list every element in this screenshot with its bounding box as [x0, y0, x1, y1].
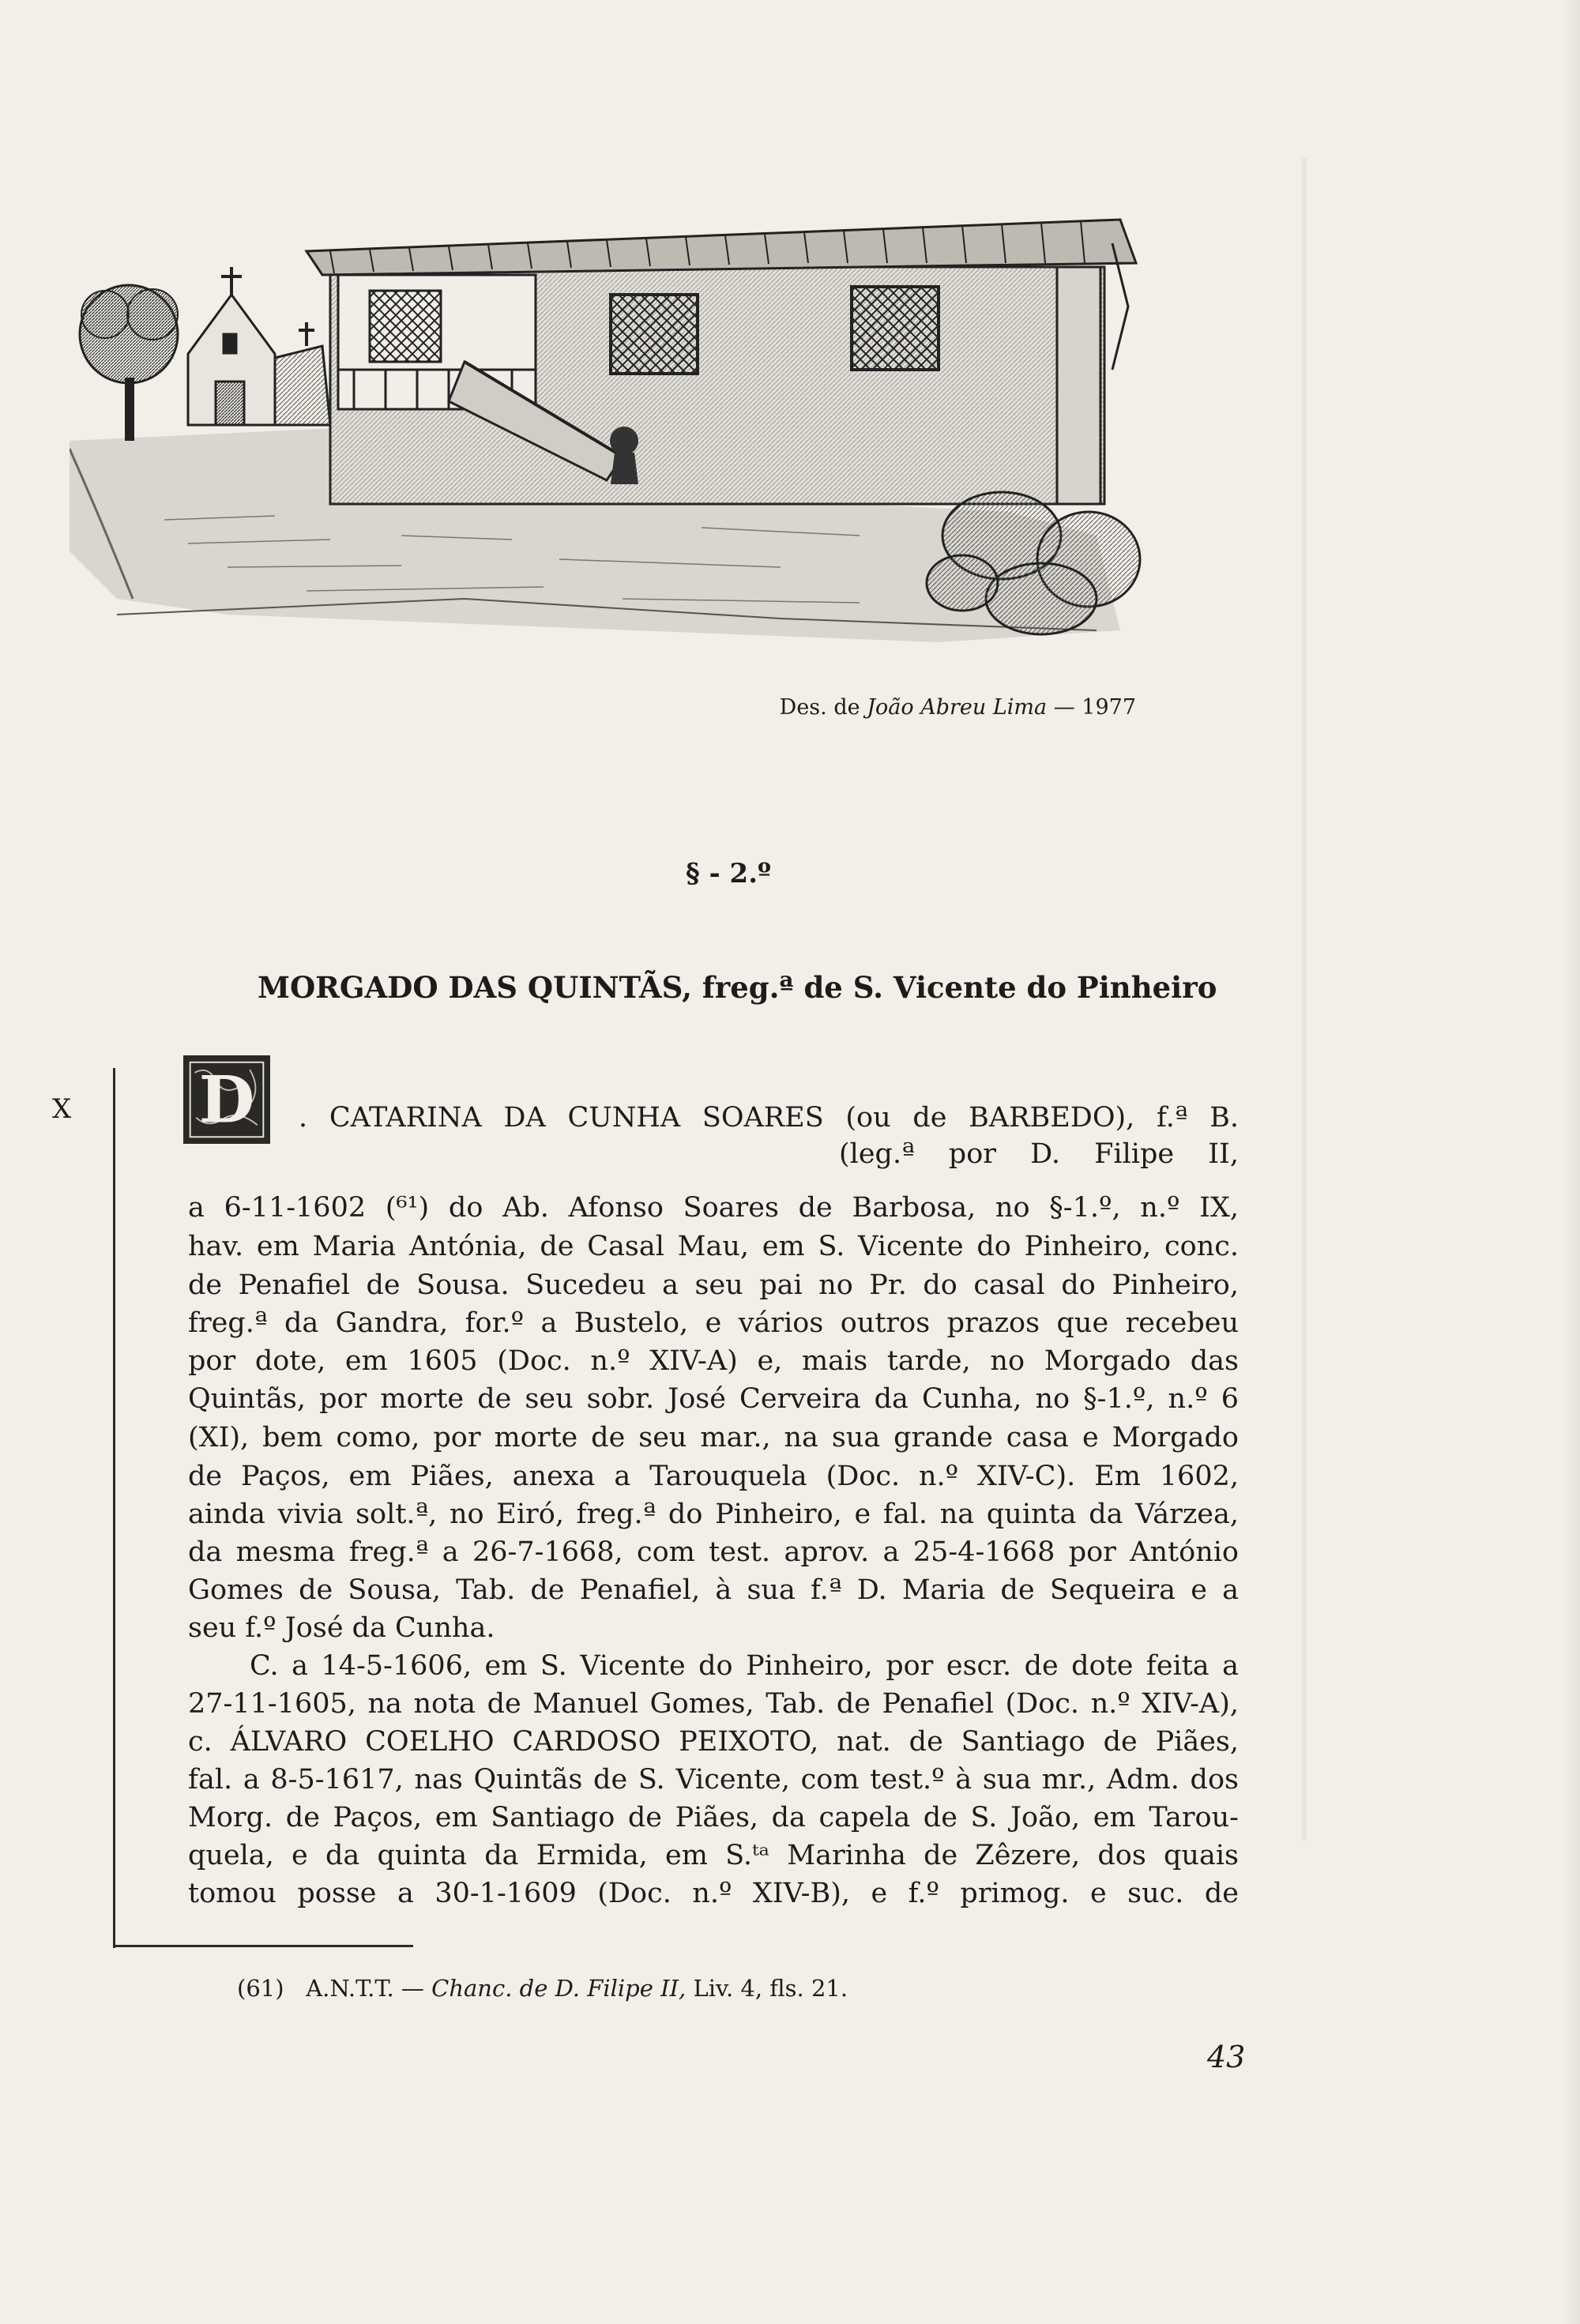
- body-line-5: de Penafiel de Sousa. Sucedeu a seu pai no Pr. do casal do Pinheiro,: [188, 1269, 1239, 1301]
- body-line-18: fal. a 8-5-1617, nas Quintãs de S. Vicente, com test.º à sua mr., Adm. dos: [188, 1764, 1239, 1796]
- body-line-8: Quintãs, por morte de seu sobr. José Cerveira da Cunha, no §-1.º, n.º 6: [188, 1383, 1239, 1415]
- page-number: 43: [1207, 2040, 1246, 2074]
- illustration-caption: [725, 695, 1136, 720]
- manor-house-illustration: [70, 188, 1183, 654]
- footnote-text-post: Liv. 4, fls. 21.: [693, 1975, 848, 2002]
- margin-roman-numeral: X: [52, 1093, 72, 1125]
- footnote-rule: [113, 1945, 413, 1947]
- bleed-through-edge: [1302, 158, 1307, 1841]
- footnote: [237, 1975, 1264, 2002]
- body-line-10: de Paços, em Piães, anexa a Tarouquela (Doc. n.º XIV-C). Em 1602,: [188, 1461, 1239, 1492]
- body-line-1: . CATARINA DA CUNHA SOARES (ou de BARBEDO), f.ª B.: [299, 1102, 1239, 1134]
- body-line-6: freg.ª da Gandra, for.º a Bustelo, e vários outros prazos que recebeu: [188, 1307, 1239, 1339]
- caption-artist: João Abreu Lima: [867, 695, 1048, 720]
- margin-rule-vertical: [113, 1068, 115, 1948]
- body-line-21: tomou posse a 30-1-1609 (Doc. n.º XIV-B), e f.º primog. e suc. de: [188, 1878, 1239, 1909]
- caption-suffix: — 1977: [1053, 695, 1136, 720]
- section-title: MORGADO DAS QUINTÃS, freg.ª de S. Vicente do Pinheiro: [258, 970, 1217, 1005]
- dropcap-ornament: [183, 1055, 270, 1144]
- body-line-12: da mesma freg.ª a 26-7-1668, com test. aprov. a 25-4-1668 por António: [188, 1536, 1239, 1568]
- section-mark: § - 2.º: [685, 858, 772, 889]
- body-line-15: C. a 14-5-1606, em S. Vicente do Pinheiro, por escr. de dote feita a: [250, 1650, 1239, 1682]
- body-line-17: c. ÁLVARO COELHO CARDOSO PEIXOTO, nat. de Santiago de Piães,: [188, 1726, 1239, 1758]
- footnote-text-pre: A.N.T.T. —: [306, 1975, 424, 2002]
- body-line-9: (XI), bem como, por morte de seu mar., na sua grande casa e Morgado: [188, 1422, 1239, 1453]
- body-line-19: Morg. de Paços, em Santiago de Piães, da capela de S. João, em Tarou-: [188, 1802, 1239, 1833]
- body-line-7: por dote, em 1605 (Doc. n.º XIV-A) e, mais tarde, no Morgado das: [188, 1345, 1239, 1377]
- body-line-11: ainda vivia solt.ª, no Eiró, freg.ª do Pinheiro, e fal. na quinta da Várzea,: [188, 1499, 1239, 1530]
- body-line-3: a 6-11-1602 (⁶¹) do Ab. Afonso Soares de Barbosa, no §-1.º, n.º IX,: [188, 1192, 1239, 1224]
- body-line-2: (leg.ª por D. Filipe II,: [839, 1138, 1239, 1170]
- body-line-14: seu f.º José da Cunha.: [188, 1612, 495, 1644]
- body-line-16: 27-11-1605, na nota de Manuel Gomes, Tab. de Penafiel (Doc. n.º XIV-A),: [188, 1688, 1239, 1720]
- page-shadow: [1563, 0, 1580, 2324]
- body-line-13: Gomes de Sousa, Tab. de Penafiel, à sua f.ª D. Maria de Sequeira e a: [188, 1574, 1239, 1606]
- body-line-4: hav. em Maria Antónia, de Casal Mau, em S. Vicente do Pinheiro, conc.: [188, 1231, 1239, 1262]
- body-line-20: quela, e da quinta da Ermida, em S.ᵗᵃ Marinha de Zêzere, dos quais: [188, 1840, 1239, 1871]
- dropcap-letter: D: [198, 1062, 255, 1138]
- footnote-text-italic: Chanc. de D. Filipe II,: [431, 1975, 687, 2002]
- footnote-number: (61): [237, 1975, 284, 2002]
- caption-prefix: Des. de: [779, 695, 860, 720]
